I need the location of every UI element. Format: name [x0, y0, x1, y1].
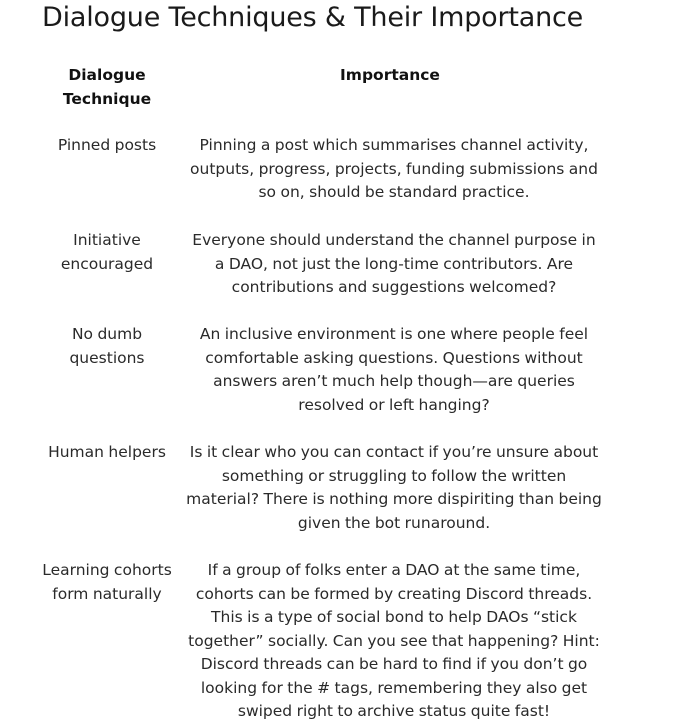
importance-text: Discord threads can be hard to find if you don’t go — [200, 655, 588, 673]
column-header-technique — [45, 63, 169, 111]
column-header-technique-line: Dialogue — [68, 66, 146, 84]
technique-cell — [38, 441, 176, 465]
importance-text: something or struggling to follow the written — [221, 466, 567, 485]
technique-cell — [38, 323, 176, 370]
importance-text: a DAO, not just the long-time contributors. Are — [214, 254, 574, 273]
importance-text: swiped right to archive status quite fast! — [237, 702, 551, 720]
technique-text: encouraged — [60, 254, 154, 273]
technique-cell — [38, 559, 176, 606]
importance-text: answers aren’t much help though—are queries — [213, 372, 575, 390]
importance-text: resolved or left hanging? — [298, 395, 490, 414]
technique-cell — [38, 134, 176, 158]
page-title: Dialogue Techniques & Their Importance — [42, 2, 584, 33]
importance-text: This is a type of social bond to help DAOs “stick — [211, 608, 577, 626]
technique-text: form naturally — [52, 584, 162, 603]
importance-text: given the bot runaround. — [297, 513, 491, 532]
importance-text: material? There is nothing more dispiriting than being — [186, 490, 602, 508]
importance-text: If a group of folks enter a DAO at the same time, — [207, 561, 581, 579]
importance-text: Everyone should understand the channel purpose in — [192, 231, 596, 249]
importance-cell — [184, 559, 604, 720]
importance-text: Is it clear who you can contact if you’re unsure about — [189, 443, 599, 461]
importance-text: An inclusive environment is one where people feel — [199, 325, 589, 343]
column-header-technique-line: Technique — [62, 90, 152, 108]
importance-cell — [184, 441, 604, 535]
technique-cell — [38, 229, 176, 276]
importance-text: contributions and suggestions welcomed? — [231, 278, 557, 296]
importance-text: so on, should be standard practice. — [258, 183, 530, 201]
technique-text: Learning cohorts — [42, 561, 172, 579]
importance-text: comfortable asking questions. Questions without — [205, 348, 583, 367]
importance-text: cohorts can be formed by creating Discord threads. — [195, 584, 593, 603]
technique-text: No dumb — [71, 325, 143, 343]
importance-text: looking for the # tags, remembering they also get — [200, 678, 588, 697]
technique-text: questions — [69, 348, 145, 367]
importance-cell — [184, 323, 604, 417]
importance-cell — [184, 134, 604, 205]
technique-text: Human helpers — [48, 443, 166, 461]
importance-text: Pinning a post which summarises channel activity, — [199, 136, 589, 154]
importance-text: outputs, progress, projects, funding submissions and — [190, 159, 598, 178]
technique-text: Pinned posts — [57, 136, 157, 154]
column-header-importance: Importance — [340, 66, 440, 84]
technique-text: Initiative — [73, 231, 141, 249]
importance-text: together” socially. Can you see that happening? Hint: — [188, 631, 600, 650]
importance-cell — [184, 229, 604, 300]
